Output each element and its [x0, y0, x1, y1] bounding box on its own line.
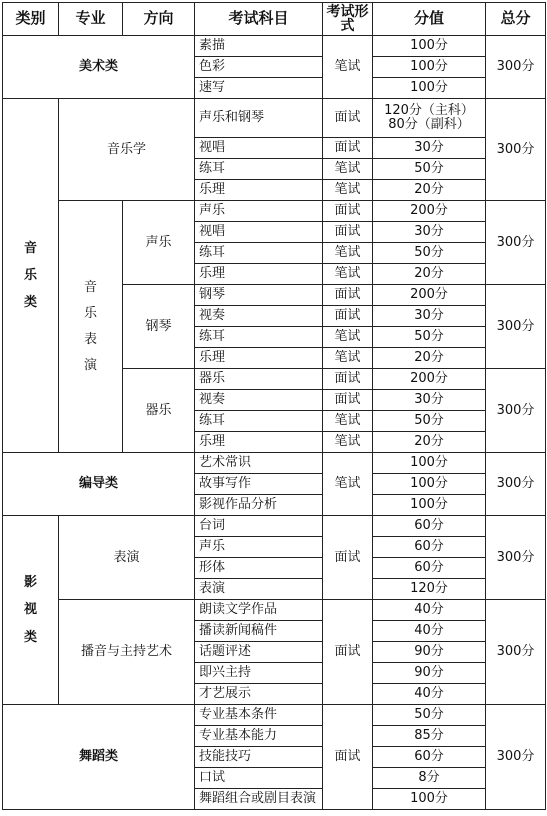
subject-cell: 专业基本条件 — [195, 705, 323, 726]
score-cell: 8分 — [373, 768, 486, 789]
form-cell: 面试 — [323, 390, 373, 411]
subject-cell: 乐理 — [195, 348, 323, 369]
score-cell: 50分 — [373, 411, 486, 432]
subject-cell: 表演 — [195, 579, 323, 600]
form-cell: 面试 — [323, 306, 373, 327]
total-cell: 300分 — [486, 600, 546, 705]
subject-cell: 视唱 — [195, 222, 323, 243]
score-cell: 60分 — [373, 516, 486, 537]
subject-cell: 技能技巧 — [195, 747, 323, 768]
score-cell: 20分 — [373, 264, 486, 285]
form-cell: 笔试 — [323, 36, 373, 99]
score-main: 120分（主科） — [384, 103, 474, 119]
form-cell: 笔试 — [323, 180, 373, 201]
score-cell: 60分 — [373, 558, 486, 579]
total-cell: 300分 — [486, 369, 546, 453]
score-cell: 200分 — [373, 369, 486, 390]
score-cell: 20分 — [373, 348, 486, 369]
score-cell: 100分 — [373, 78, 486, 99]
score-cell: 60分 — [373, 537, 486, 558]
subject-cell: 艺术常识 — [195, 453, 323, 474]
subject-cell: 台词 — [195, 516, 323, 537]
subject-cell: 乐理 — [195, 432, 323, 453]
form-cell: 面试 — [323, 369, 373, 390]
form-cell: 笔试 — [323, 432, 373, 453]
exam-table — [2, 2, 546, 810]
table-row — [3, 600, 546, 621]
subject-cell: 视奏 — [195, 390, 323, 411]
score-cell: 30分 — [373, 222, 486, 243]
subject-cell: 播读新闻稿件 — [195, 621, 323, 642]
total-cell: 300分 — [486, 285, 546, 369]
form-cell: 笔试 — [323, 453, 373, 516]
table-row — [3, 99, 546, 138]
subject-cell: 钢琴 — [195, 285, 323, 306]
total-cell: 300分 — [486, 516, 546, 600]
header-total: 总分 — [486, 3, 546, 36]
total-cell: 300分 — [486, 453, 546, 516]
form-cell: 面试 — [323, 99, 373, 138]
total-cell: 300分 — [486, 36, 546, 99]
score-cell: 30分 — [373, 306, 486, 327]
score-cell: 85分 — [373, 726, 486, 747]
subject-cell: 乐理 — [195, 264, 323, 285]
form-cell: 面试 — [323, 201, 373, 222]
score-cell: 30分 — [373, 390, 486, 411]
form-cell: 面试 — [323, 705, 373, 810]
subject-cell: 朗读文学作品 — [195, 600, 323, 621]
table-row — [3, 453, 546, 474]
score-cell: 50分 — [373, 705, 486, 726]
total-cell: 300分 — [486, 705, 546, 810]
major-music-performance: 音 乐 表 演 — [59, 201, 123, 453]
major-acting: 表演 — [59, 516, 195, 600]
score-cell: 40分 — [373, 621, 486, 642]
major-musicology: 音乐学 — [59, 99, 195, 201]
score-cell: 200分 — [373, 201, 486, 222]
major-broadcasting: 播音与主持艺术 — [59, 600, 195, 705]
header-major: 专业 — [59, 3, 123, 36]
score-cell — [373, 99, 486, 138]
direction-instrument: 器乐 — [123, 369, 195, 453]
score-cell: 50分 — [373, 159, 486, 180]
score-cell: 50分 — [373, 327, 486, 348]
subject-cell: 口试 — [195, 768, 323, 789]
category-music: 音 乐 类 — [3, 99, 59, 453]
total-cell: 300分 — [486, 99, 546, 201]
score-cell: 90分 — [373, 663, 486, 684]
subject-cell: 话题评述 — [195, 642, 323, 663]
header-score: 分值 — [373, 3, 486, 36]
form-cell: 面试 — [323, 285, 373, 306]
header-direction: 方向 — [123, 3, 195, 36]
score-cell: 90分 — [373, 642, 486, 663]
score-cell: 200分 — [373, 285, 486, 306]
score-cell: 100分 — [373, 57, 486, 78]
table-row — [3, 36, 546, 57]
subject-cell: 故事写作 — [195, 474, 323, 495]
form-cell: 笔试 — [323, 264, 373, 285]
subject-cell: 练耳 — [195, 327, 323, 348]
subject-cell: 视奏 — [195, 306, 323, 327]
form-cell: 笔试 — [323, 348, 373, 369]
subject-cell: 即兴主持 — [195, 663, 323, 684]
form-cell: 笔试 — [323, 159, 373, 180]
score-cell: 40分 — [373, 600, 486, 621]
subject-cell: 才艺展示 — [195, 684, 323, 705]
score-cell: 20分 — [373, 432, 486, 453]
subject-cell: 声乐 — [195, 537, 323, 558]
score-cell: 100分 — [373, 36, 486, 57]
subject-cell: 舞蹈组合或剧目表演 — [195, 789, 323, 810]
direction-piano: 钢琴 — [123, 285, 195, 369]
subject-cell: 素描 — [195, 36, 323, 57]
score-cell: 40分 — [373, 684, 486, 705]
score-cell: 120分 — [373, 579, 486, 600]
subject-cell: 专业基本能力 — [195, 726, 323, 747]
direction-vocal: 声乐 — [123, 201, 195, 285]
form-cell: 面试 — [323, 516, 373, 600]
score-cell: 30分 — [373, 138, 486, 159]
score-cell: 50分 — [373, 243, 486, 264]
subject-cell: 影视作品分析 — [195, 495, 323, 516]
form-cell: 面试 — [323, 138, 373, 159]
table-row — [3, 516, 546, 537]
total-cell: 300分 — [486, 201, 546, 285]
subject-cell: 乐理 — [195, 180, 323, 201]
header-subject: 考试科目 — [195, 3, 323, 36]
form-cell: 笔试 — [323, 411, 373, 432]
subject-cell: 速写 — [195, 78, 323, 99]
category-directing: 编导类 — [3, 453, 195, 516]
score-cell: 100分 — [373, 789, 486, 810]
score-cell: 60分 — [373, 747, 486, 768]
category-dance: 舞蹈类 — [3, 705, 195, 810]
form-cell: 面试 — [323, 600, 373, 705]
subject-cell: 形体 — [195, 558, 323, 579]
subject-cell: 练耳 — [195, 243, 323, 264]
table-row — [3, 201, 546, 222]
subject-cell: 练耳 — [195, 159, 323, 180]
subject-cell: 视唱 — [195, 138, 323, 159]
subject-cell: 练耳 — [195, 411, 323, 432]
score-cell: 20分 — [373, 180, 486, 201]
header-row — [3, 3, 546, 36]
form-cell: 笔试 — [323, 327, 373, 348]
subject-cell: 器乐 — [195, 369, 323, 390]
category-fine-arts: 美术类 — [3, 36, 195, 99]
subject-cell: 色彩 — [195, 57, 323, 78]
score-cell: 100分 — [373, 474, 486, 495]
category-film: 影 视 类 — [3, 516, 59, 705]
score-cell: 100分 — [373, 495, 486, 516]
form-cell: 笔试 — [323, 243, 373, 264]
subject-cell: 声乐 — [195, 201, 323, 222]
score-minor: 80分（副科） — [388, 117, 470, 132]
table-row — [3, 705, 546, 726]
score-cell: 100分 — [373, 453, 486, 474]
form-cell: 面试 — [323, 222, 373, 243]
header-form: 考试形式 — [323, 3, 373, 36]
subject-cell: 声乐和钢琴 — [195, 99, 323, 138]
header-category: 类别 — [3, 3, 59, 36]
